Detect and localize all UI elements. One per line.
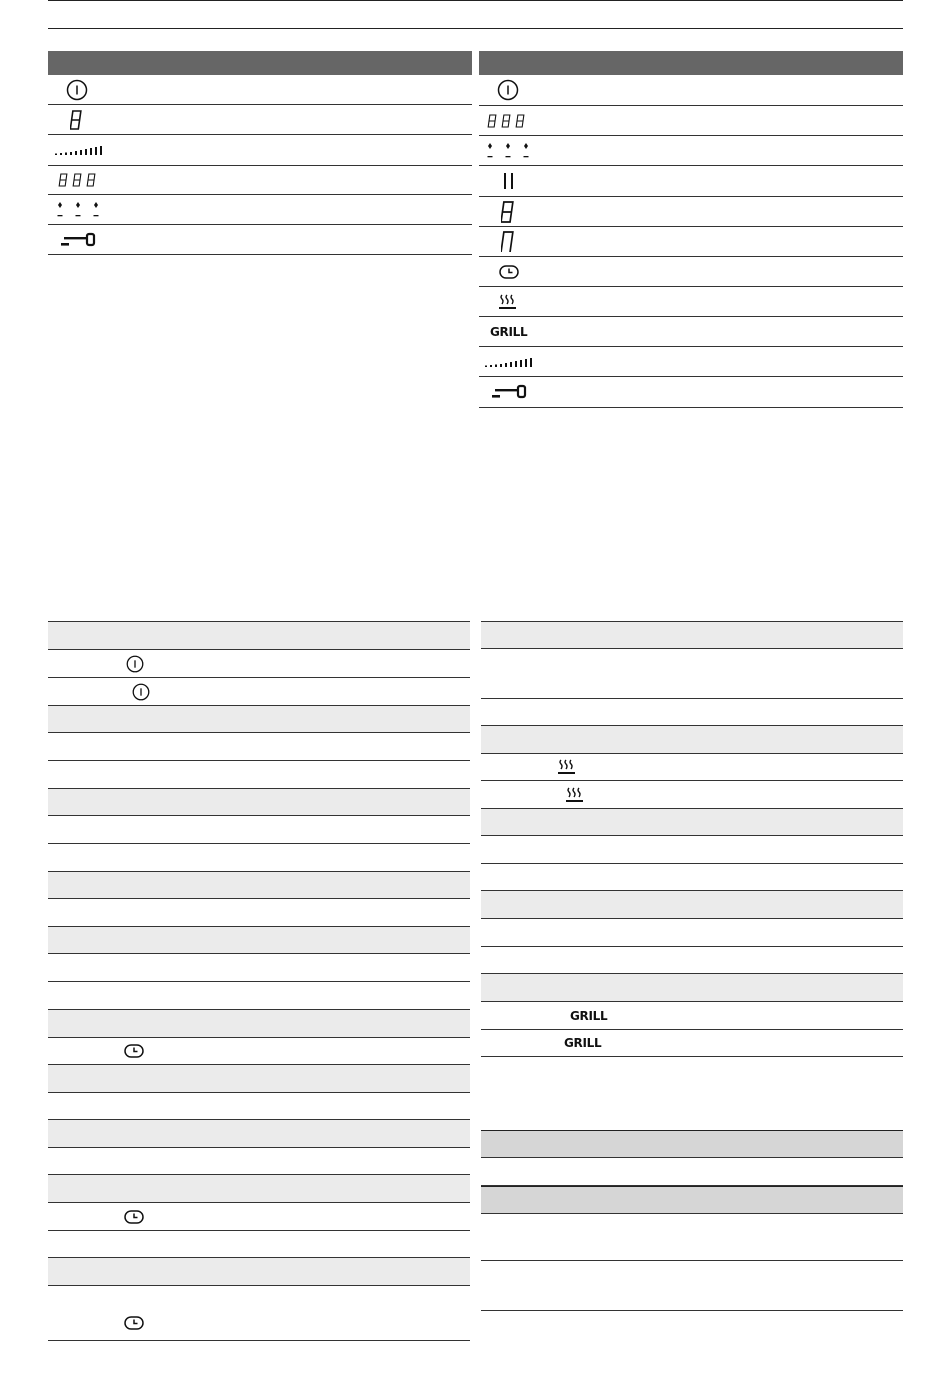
table-row (48, 1093, 470, 1120)
table-row (481, 947, 903, 974)
oven-display-legend (479, 51, 903, 408)
table-row (481, 974, 903, 1002)
table-row (48, 1010, 470, 1038)
table-row (481, 649, 903, 699)
legend-row (48, 166, 472, 195)
table-row (481, 864, 903, 891)
table-row (481, 1130, 903, 1158)
grill-icon: GRILL (490, 324, 528, 339)
single-digit-icon (501, 201, 515, 223)
heat-waves-icon (558, 759, 576, 775)
table-row (48, 678, 470, 706)
legend-row (479, 75, 903, 106)
table-row (481, 809, 903, 836)
power-icon (132, 683, 150, 701)
key-lock-icon (60, 232, 96, 248)
table-row (48, 927, 470, 954)
table-row (481, 622, 903, 649)
table-row (48, 816, 470, 844)
table-row (481, 836, 903, 864)
table-row (48, 1175, 470, 1203)
legend-row (479, 197, 903, 227)
clock-icon (499, 265, 519, 279)
table-row (48, 1120, 470, 1148)
clock-icon (124, 1210, 144, 1224)
single-digit-icon (70, 110, 82, 130)
three-digit-icon (58, 173, 100, 187)
zone-dots-icon (486, 142, 530, 160)
legend-row (48, 105, 472, 135)
heat-waves-icon (566, 787, 584, 803)
key-lock-icon (491, 384, 527, 400)
table-row (48, 844, 470, 872)
zone-dots-icon (56, 201, 100, 219)
table-row (48, 789, 470, 816)
legend-row (479, 377, 903, 408)
legend-row (479, 166, 903, 197)
power-bar-icon (485, 357, 533, 367)
table-row (48, 872, 470, 899)
table-row (48, 1203, 470, 1231)
legend-row (479, 227, 903, 257)
power-bar-icon (55, 145, 103, 155)
legend-row (479, 347, 903, 377)
n-segment-icon (501, 231, 515, 253)
pause-bars-icon (503, 172, 515, 190)
power-icon (497, 79, 519, 101)
top-border (48, 0, 903, 1)
grill-icon: GRILL (564, 1036, 602, 1050)
hob-legend-header (48, 51, 472, 75)
table-row (48, 1286, 470, 1341)
clock-icon (124, 1316, 144, 1330)
oven-legend-header (479, 51, 903, 75)
table-row (48, 982, 470, 1010)
table-row (481, 1030, 903, 1057)
power-icon (126, 655, 144, 673)
table-row (481, 1186, 903, 1214)
table-row (481, 1261, 903, 1311)
table-row (48, 761, 470, 789)
instructions-table-right-lower (481, 1130, 903, 1311)
legend-row (479, 287, 903, 317)
table-row (48, 1065, 470, 1093)
legend-row (48, 195, 472, 225)
table-row (48, 1231, 470, 1258)
table-row (481, 781, 903, 809)
grill-icon: GRILL (570, 1008, 608, 1023)
table-row (48, 954, 470, 982)
power-icon (66, 79, 88, 101)
hob-display-legend (48, 51, 472, 255)
table-row (48, 733, 470, 761)
legend-row (479, 257, 903, 287)
table-row (481, 699, 903, 726)
table-row (481, 754, 903, 781)
legend-row (479, 106, 903, 136)
table-row (48, 899, 470, 927)
table-row (481, 1002, 903, 1030)
table-row (48, 650, 470, 678)
table-row (48, 1258, 470, 1286)
legend-row (479, 317, 903, 347)
table-row (481, 891, 903, 919)
legend-row (48, 225, 472, 255)
header-rule (48, 28, 903, 29)
table-row (481, 919, 903, 947)
heat-waves-icon (499, 294, 517, 310)
instructions-table-right (481, 621, 903, 1057)
clock-icon (124, 1044, 144, 1058)
legend-row (48, 75, 472, 105)
legend-row (479, 136, 903, 166)
table-row (481, 1214, 903, 1261)
table-row (481, 1158, 903, 1186)
table-row (48, 1038, 470, 1065)
table-row (48, 622, 470, 650)
table-row (481, 726, 903, 754)
table-row (48, 1148, 470, 1175)
three-digit-icon (487, 114, 529, 128)
legend-row (48, 135, 472, 166)
table-row (48, 706, 470, 733)
instructions-table-left (48, 621, 470, 1341)
